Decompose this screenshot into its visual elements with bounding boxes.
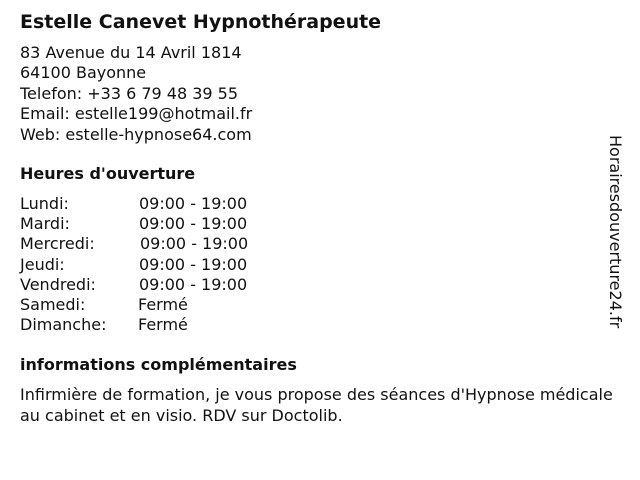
opening-hours-list (20, 194, 300, 335)
time-value: 09:00 - 19:00 (139, 214, 248, 234)
address-line-2: 64100 Bayonne (20, 63, 147, 83)
address-line-1: 83 Avenue du 14 Avril 1814 (20, 43, 242, 62)
day-label: Samedi: (20, 294, 86, 314)
hours-row-tuesday (20, 214, 300, 234)
time-value: 09:00 - 19:00 (139, 254, 248, 274)
day-label: Lundi: (20, 194, 69, 213)
day-label: Mardi: (20, 214, 70, 234)
hours-row-thursday (20, 255, 300, 275)
time-value: 09:00 - 19:00 (139, 274, 248, 294)
time-value: 09:00 - 19:00 (140, 234, 249, 254)
day-label: Mercredi: (20, 234, 95, 254)
time-value: Fermé (138, 294, 188, 314)
contact-block (20, 43, 252, 145)
phone-number: Telefon: +33 6 79 48 39 55 (20, 83, 239, 103)
day-label: Jeudi: (20, 254, 65, 274)
hours-row-saturday (20, 295, 300, 315)
hours-row-friday (20, 275, 300, 295)
hours-row-wednesday (20, 234, 300, 254)
business-name: Estelle Canevet Hypnothérapeute (20, 11, 382, 33)
time-value: Fermé (138, 315, 188, 335)
info-heading: informations complémentaires (20, 355, 297, 374)
website: Web: estelle-hypnose64.com (20, 124, 252, 144)
time-value: 09:00 - 19:00 (139, 194, 248, 213)
day-label: Vendredi: (20, 274, 96, 294)
info-description: Infirmière de formation, je vous propose des séances d'Hypnose médicale au cabinet et en visio. RDV sur Doctolib. (20, 385, 613, 425)
hours-row-sunday (20, 315, 300, 335)
hours-row-monday (20, 194, 300, 214)
site-watermark: Horairesdouverture24.fr (606, 135, 625, 329)
day-label: Dimanche: (20, 315, 107, 335)
hours-heading: Heures d'ouverture (20, 164, 196, 183)
email-address: Email: estelle199@hotmail.fr (20, 104, 253, 124)
